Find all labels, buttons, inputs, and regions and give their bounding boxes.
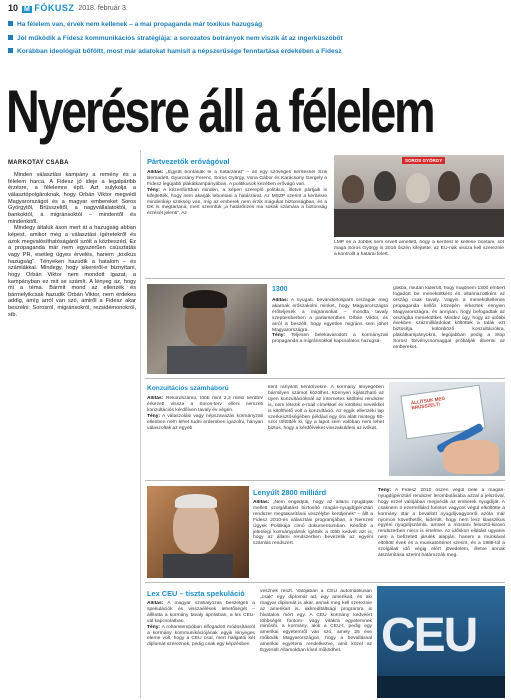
photo-ground [377,676,505,698]
section-1300-right: gokba, miután kiderült, hogy majdnem 1300 embert fogadott be menekültként és oltalmazottként az ország csak tavaly. Vagyis a menekültellenes propaganda kellős közepén érkeztek ennyien Magyarországra, és annyian, hogy befogadtak az országba menekültket. Mindez úgy, hogy az utóbbi években százmilliárdokat költöttek a talák ezt biztosítja, különböző konzultációkra, plakátkampányokra, legújabban pedig a Stop Soros! törvénycsomaggal próbálják átvenni az embereket. [393,286,505,351]
person-figure [374,171,396,201]
fact-label: Tény: [147,624,161,630]
person-figure [470,173,492,203]
claim-label: Állítás: [147,601,164,606]
claim-text: A nyugati, bevándorlóspárti országok meg akarnak erőszakolni minket, hogy Magyarországra érőteljesek a migránsokat – mondta tavaly szeptemberben a parlamentben Orbán Viktor, és arról is beszélt, hogy egyetlen migráns sem jöhet Magyarországra. [272,298,388,333]
logo-text: FÓKUSZ [34,3,75,13]
photo-ground [334,209,504,237]
fact-label: Tény: [147,413,161,419]
body-paragraph: Mindegy általuk áson mert át a hazugság abban képest, amikor még a választási ígéretekről és azok megvalósíthatóságáról szólt a közbeszéd. Ez a propaganda már nem egyszerűen csúsztatás vagy PR, esetleg ügyes érvelés, hanem „toxikus hazugság”. Tényeken hazudik a hatalom – és számlákkal. Mindegy, hogy sikeréről-e biznyítani, hogy Orbán Viktor nem mondott igazat, a kampányban ez mit se számít. A lényeg az, hogy mi a téma. Bármit mond az ellenzék és bármelyikcsak hazudik Orbán Viktor, nem érdekes addig, amíg arról van szó, amiről a Fidesz akar beszélni: Sorosról, migránsokról, rezsidémonokról, stb. [8,225,136,318]
ceu-building-photo [377,586,505,698]
claim-label: Állítás: [253,500,270,505]
fact-label: Tény: [272,333,286,339]
section-title-ceu: Lex CEU – tiszta spekuláció [147,589,245,598]
section-title-partvezetok: Pártvezetők erővágóval [147,157,230,166]
section-title-1300: 1300 [272,286,288,293]
fact-label: Tény: [147,187,161,193]
person-figure [342,175,364,203]
teaser-item [8,45,503,59]
article-body [8,172,136,698]
page-number: 10 [8,3,19,13]
fact-text: A kézenfúrttban minden, a képen szereplő politikus, illetve pártjaik is kifejtették, hogy nem akarják lebontani a határzárat. Az MSZP szerint a kerítésre mindenkép szükség van, míg az emberek nem érzik magukat biztonságban, és a DK is megtartaná, mert szerintük „a határőrizés ma sokak számára a biztonság érzését jelenti”. Az [147,187,327,217]
section-title-2800: Lenyúlt 2800 milliárd [253,488,327,497]
hair-figure [183,290,227,308]
section-divider [145,378,505,379]
teaser-item [8,18,503,32]
bullet-icon [8,48,13,53]
hand-shape [443,440,499,474]
fact-text: Teljesen belekavarodott a kormányzati propaganda a migránsokkal kapcsolatos hazugsá- [272,333,388,345]
elderly-man-photo [147,486,249,578]
photo-banner: ÁLLÍTSUK MEG BRÜSSZELT! [410,395,446,411]
publication-logo [22,3,74,13]
section-2800-claim [253,500,373,578]
column-divider [140,150,141,698]
teaser-text: Ha félelem van, érvek nem kellenek – a mai propaganda már toxikus hazugság [17,21,263,28]
ceu-sign-letters: CEU [381,609,477,662]
section-divider [145,582,505,583]
section-divider [145,480,505,481]
person-figure [438,171,460,201]
section-ceu-text [147,601,255,697]
fact-text: A válaszolási vagy népszavazás kormányzati ellenben nem lehet tudni erdemben igazolni, hányan válaszoltak az egyéb [147,413,263,431]
page-header [8,2,128,14]
claim-text: „Együtt bontanák le a határzárat” – áll egy szöveges kerítésnél Szili Bernadett, Gyurcsány Ferenc, Soros György, Vona Gábor és Karácsony Gergely a Fidesz legújabb plakátkampányában. A politikusok kezében erővágó van. [147,170,327,187]
politicians-photo [334,155,504,237]
section-1300-text [272,298,388,374]
konzultacio-text [147,396,263,480]
migrant-photo [147,284,267,374]
section-2800-fact [378,488,505,578]
bullet-icon [8,35,13,40]
shirt-figure [163,554,233,578]
fact-text: A rohamtempóban elfogadott módosításról a kormány kommunikációjának egyik lényeges eleme volt, hogy a CEU csal, mert hallgatói két diplomát szereznek, pedig csak egy képzésben [147,624,255,648]
section-ceu-right: vesznek részt. Valójában a CEU automatikusan „csak” egy diplomát ad, egy amerikait, és aki magyar diplomát is akar, annak meg kell szereznie az amerikait is, akkreditáltsági programra is hivatalos mért egy. A CEU kormány kedvéért többségét fontom- vagy vitákra egyetemnek minősíti, a kormány, akik a CEU-t, pedig egy amerikai egyetemről van szó, amely 25 éve működik Magyarországon, hogy a bevallással amerikai egyetemi rendelkezve, amit közel az Egyesült Államokban kívül működhet. [260,589,372,654]
section-divider [145,278,505,279]
claim-text: „Nem engedjük, hogy az állami nyugdíjak mellett szolgáltatást biztosító magán-nyugdíjpénztári rendszer megtakarításai veszélybe kerüljenek” – állt a Fidesz 2010-es választási programjában, a Nemzeti Ügyek Politikája című dokumentumban. Később a jelenlegi kormánypártok igérték a több kedvét azt is, hogy az állami rendszerben bevezetik az egyéni számlás rendszert. [253,500,373,547]
teaser-text: Korábban ideológiát bőföltt, most már adatokat hamisít a népszerűsége fenntartása érdekében a Fidesz [17,48,342,55]
claim-text: A magyar szabályozás beszélgeti a spekulációk és visszaélések lehetőségét – állította a kormány tavaly áprilisban, a lex CEU-val kapcsolatban. [147,601,255,624]
fact-text: A Fidesz 2010 őszén végül bele a magán-nyugdíjpénztári rendszer lerombolásába azzal a jelszóval, hogy ezzel valójában megvédik az emberek nyugdíját. A csaknem 3 ezermilliárd forintos vagyont végül elköltötte a kormány. Bár a bevallott nyugdíjvagyonról azóta már nyomon követhetők, kiderült, hogy nem lesz klasszikus egyéni nyugdíjszámla, amivel a mostani felosztó-kirovó rendszerben nincs is értelme. Az időskori ellátást ugyanis nem a befizetett járulék alapján, hanem a munkával eltöltött évek és a munkatörténet szerint, és a 1988-tól a szolgálati idő végig elért jövedelem, illetve annak átszámítása szerint határozzák meg. [378,488,505,558]
partvezetok-continued: LMP és a Jobbik sem érvelt amellett, hogy a kerítést le kellene bontani, sőt maga Soros György is 2016 őszén kifejtette: az EU-nak vissza kell szereznie a kontrollt a határai felett. [334,240,504,257]
body-paragraph: Minden választási kampány a remény és a félelem harca. A Fidesz jó ideje a legalpáribb érzésre, a félelemre épít. Azt sulykolja a választópolgároknak, hogy Orbán Viktor megvédi Magyarországot és a magyar embereket Soros Györgytől, Brüsszeltől, a nagyvállalatoktól, a bankoktól, a migránsoktól – mindentől és mindenkitől. [8,172,136,225]
shirt-figure [167,346,247,374]
person-figure [406,173,430,203]
teaser-item [8,32,503,46]
logo-badge: M [24,6,31,13]
teaser-text: Jól működik a Fidesz kommunikációs stratégiája: a sorozatos botrányok nem viszik át az ingerküszöböt [17,34,343,42]
claim-text: Rekordszámú, több mint 2,3 millió kérdőív érkezett vissza a Soros-terv elleni nemzeti konzultációs kérdőíven tavaly év végén. [147,396,263,413]
author-byline: MARKOTAY CSABA [8,160,69,166]
konzultacio-right: ként rányitott kérdőívekre. A kormány lényegében bármilyen számot közölhet. Könnyen kijátszható az üyen konzultációknál az internetes kitöltési rendszer is, nem létezik e-mail címekkel és kitöltési neveikkel is kitölthető volt a konzultáció. Az egyik ellenzéki lap szerkesztőségében például egy óra alatt mintegy 80-szor töltötték ki, így a lapot sem valóban nem lehet biztos, hogy a kérdőíveket visszaküldeni az ivókat. [268,385,384,432]
teaser-list [8,18,503,59]
hair-figure [175,494,217,508]
issue-date: 2018. február 3. [78,4,128,12]
claim-label: Állítás: [147,396,164,401]
claim-label: Állítás: [272,298,289,303]
bullet-icon [8,21,13,26]
headline: Nyerésre áll a félelem [6,78,434,145]
claim-label: Állítás: [147,170,164,175]
photo-banner: SOROS GYÖRGY [402,157,445,164]
fact-label: Tény: [378,488,392,493]
partvezetok-text [147,170,327,260]
questionnaire-photo [389,382,505,476]
section-title-konzultacio: Konzultációs számháború [147,385,229,392]
